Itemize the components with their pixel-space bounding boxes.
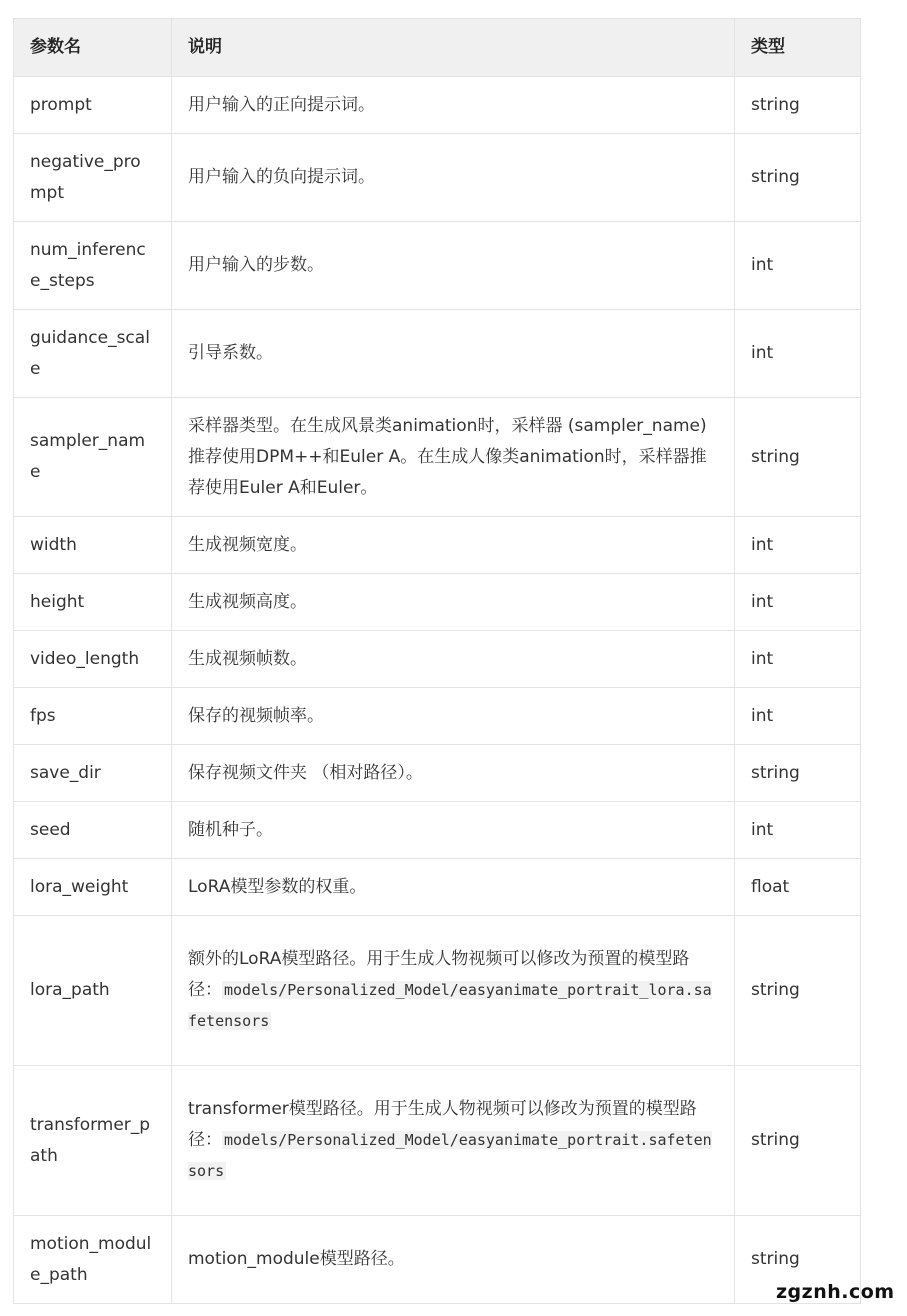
param-name: video_length: [14, 631, 172, 688]
param-type: float: [735, 859, 861, 916]
description-text: transformer模型路径。用于生成人物视频可以修改为预置的模型路径：: [188, 1099, 697, 1150]
param-name: negative_prompt: [14, 134, 172, 222]
param-description: LoRA模型参数的权重。: [172, 859, 735, 916]
table-row: [14, 310, 861, 398]
param-type: int: [735, 688, 861, 745]
table-row: [14, 859, 861, 916]
table-row: [14, 916, 861, 1066]
param-description: 采样器类型。在生成风景类animation时，采样器 (sampler_name) 推荐使用DPM++和Euler A。在生成人像类animation时，采样器推荐使用Euler A和Euler。: [172, 398, 735, 517]
param-name: sampler_name: [14, 398, 172, 517]
table-header-row: [14, 19, 861, 77]
param-type: string: [735, 745, 861, 802]
param-type: string: [735, 77, 861, 134]
param-name: motion_module_path: [14, 1216, 172, 1304]
param-type: int: [735, 222, 861, 310]
param-description: 引导系数。: [172, 310, 735, 398]
param-description: 随机种子。: [172, 802, 735, 859]
param-name: width: [14, 517, 172, 574]
table-row: [14, 1216, 861, 1304]
param-name: transformer_path: [14, 1066, 172, 1216]
param-description: 用户输入的负向提示词。: [172, 134, 735, 222]
header-param-name: 参数名: [14, 19, 172, 77]
code-path: models/Personalized_Model/easyanimate_portrait_lora.safetensors: [188, 981, 712, 1030]
param-type: int: [735, 631, 861, 688]
param-type: string: [735, 1066, 861, 1216]
param-description: 生成视频高度。: [172, 574, 735, 631]
param-name: lora_path: [14, 916, 172, 1066]
param-description: 生成视频宽度。: [172, 517, 735, 574]
param-description: [172, 916, 735, 1066]
param-type: int: [735, 802, 861, 859]
table-row: [14, 745, 861, 802]
param-type: string: [735, 1216, 861, 1304]
param-name: lora_weight: [14, 859, 172, 916]
param-description: 用户输入的步数。: [172, 222, 735, 310]
param-type: string: [735, 916, 861, 1066]
watermark: zgznh.com: [776, 1281, 895, 1303]
table-row: [14, 631, 861, 688]
param-type: int: [735, 310, 861, 398]
header-type: 类型: [735, 19, 861, 77]
table-row: [14, 517, 861, 574]
param-name: fps: [14, 688, 172, 745]
table-row: [14, 222, 861, 310]
description-text: 额外的LoRA模型路径。用于生成人物视频可以修改为预置的模型路径：: [188, 949, 690, 1000]
table-row: [14, 77, 861, 134]
param-type: string: [735, 134, 861, 222]
param-name: save_dir: [14, 745, 172, 802]
param-description: 生成视频帧数。: [172, 631, 735, 688]
parameter-table: [13, 18, 861, 1304]
param-type: int: [735, 517, 861, 574]
table-row: [14, 398, 861, 517]
table-row: [14, 802, 861, 859]
param-name: prompt: [14, 77, 172, 134]
param-description: 保存的视频帧率。: [172, 688, 735, 745]
param-description: [172, 1066, 735, 1216]
table-row: [14, 688, 861, 745]
table-row: [14, 1066, 861, 1216]
param-type: int: [735, 574, 861, 631]
code-path: models/Personalized_Model/easyanimate_portrait.safetensors: [188, 1131, 712, 1180]
param-name: height: [14, 574, 172, 631]
param-description: motion_module模型路径。: [172, 1216, 735, 1304]
param-name: seed: [14, 802, 172, 859]
param-type: string: [735, 398, 861, 517]
table-row: [14, 134, 861, 222]
header-description: 说明: [172, 19, 735, 77]
param-name: num_inference_steps: [14, 222, 172, 310]
table-row: [14, 574, 861, 631]
param-name: guidance_scale: [14, 310, 172, 398]
param-description: 保存视频文件夹 （相对路径）。: [172, 745, 735, 802]
param-description: 用户输入的正向提示词。: [172, 77, 735, 134]
